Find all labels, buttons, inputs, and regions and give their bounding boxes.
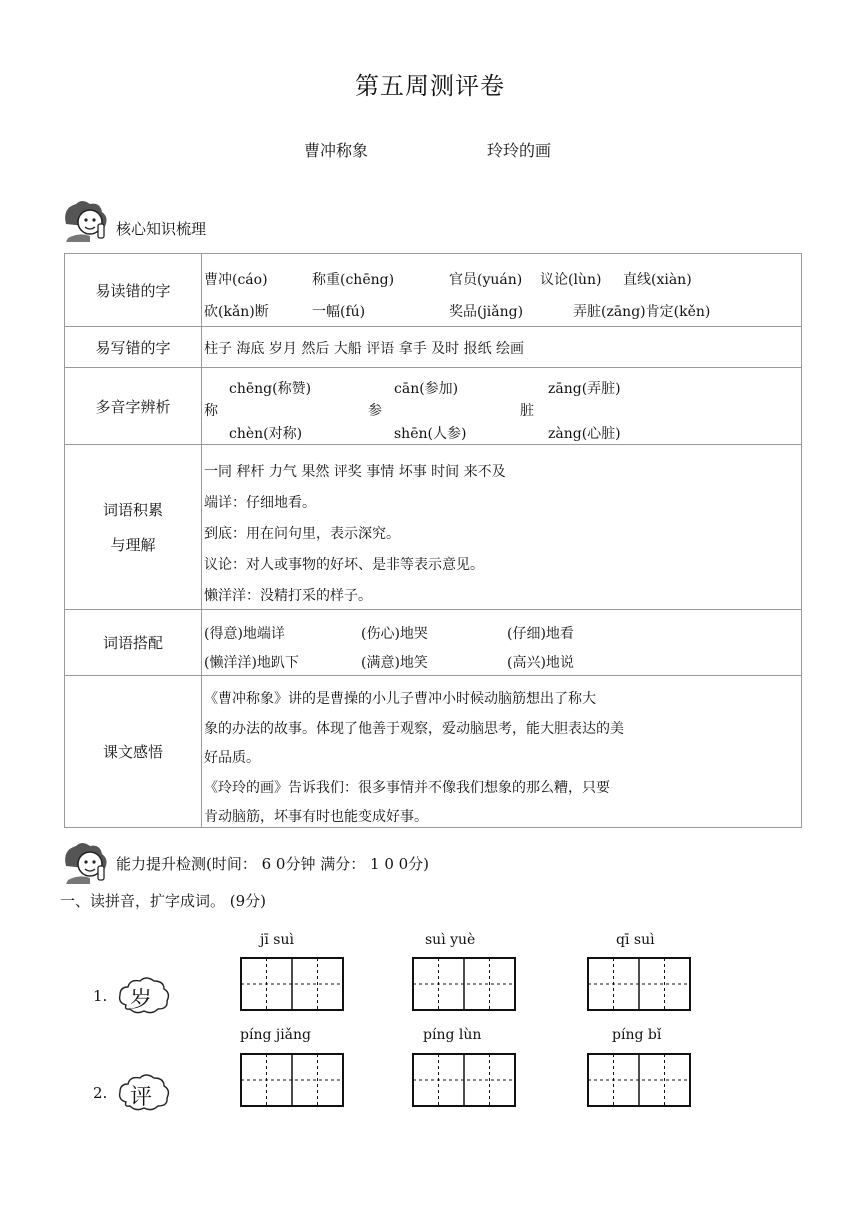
cell-text: 曹冲(cáo) bbox=[204, 272, 268, 288]
row-header: 词语搭配 bbox=[65, 610, 202, 676]
question-1-title: 一、读拼音，扩字成词。 (9分) bbox=[60, 892, 267, 910]
table-row bbox=[65, 445, 802, 610]
table-row bbox=[65, 327, 802, 368]
cell-text: 柱子 海底 岁月 然后 大船 评语 拿手 及时 报纸 绘画 bbox=[204, 341, 525, 357]
item-number: 2. bbox=[93, 1084, 108, 1102]
cell-text: 议论：对人或事物的好坏、是非等表示意见。 bbox=[204, 557, 484, 573]
row-header: 课文感悟 bbox=[65, 676, 202, 828]
pinyin-label: qī suì bbox=[616, 932, 655, 948]
cell-text: 《曹冲称象》讲的是曹操的小儿子曹冲小时候动脑筋想出了称大 bbox=[204, 691, 596, 707]
row-header-line: 与理解 bbox=[110, 536, 156, 554]
table-row bbox=[65, 254, 802, 327]
pinyin-label: píng jiǎng bbox=[240, 1027, 312, 1043]
cell-text: 到底：用在问句里，表示深究。 bbox=[204, 526, 400, 542]
cell-text: (懒洋洋)地趴下 bbox=[204, 655, 299, 671]
pinyin-label: píng lùn bbox=[423, 1027, 482, 1043]
cell-text: 议论(lùn) bbox=[540, 272, 602, 288]
writing-grid[interactable] bbox=[412, 1053, 516, 1107]
cell-text: 奖品(jiǎng) bbox=[449, 304, 524, 320]
polyphone-reading: zāng(弄脏) bbox=[548, 381, 621, 397]
polyphone-char: 脏 bbox=[520, 403, 534, 419]
cell-text: 肯动脑筋，坏事有时也能变成好事。 bbox=[204, 809, 428, 825]
pinyin-label: píng bǐ bbox=[612, 1027, 662, 1043]
cell-text: 懒洋洋：没精打采的样子。 bbox=[204, 588, 372, 604]
pinyin-label: jī suì bbox=[260, 932, 294, 948]
row-header-line: 词语积累 bbox=[102, 501, 163, 519]
page-title: 第五周测评卷 bbox=[355, 72, 505, 100]
mascot-icon bbox=[60, 840, 112, 884]
cloud-char: 评 bbox=[130, 1085, 153, 1110]
polyphone-reading: shēn(人参) bbox=[394, 426, 467, 442]
polyphone-reading: cān(参加) bbox=[394, 381, 459, 397]
cell-text: (得意)地端详 bbox=[204, 626, 285, 642]
section-test-title: 能力提升检测(时间： 6 0分钟 满分： 1 0 0分) bbox=[116, 855, 430, 873]
table-row bbox=[65, 368, 802, 445]
cloud-char: 岁 bbox=[130, 988, 153, 1013]
cell-text: 一同 秤杆 力气 果然 评奖 事情 坏事 时间 来不及 bbox=[204, 464, 506, 480]
knowledge-table bbox=[64, 253, 802, 828]
cell-text: 直线(xiàn) bbox=[623, 272, 692, 288]
cell-text: 一幅(fú) bbox=[312, 304, 366, 320]
row-header: 易写错的字 bbox=[65, 327, 202, 368]
section-knowledge-title: 核心知识梳理 bbox=[116, 220, 207, 238]
cell-text: 象的办法的故事。体现了他善于观察，爱动脑思考，能大胆表达的美 bbox=[204, 721, 624, 737]
cell-text: (高兴)地说 bbox=[507, 655, 574, 671]
mascot-icon bbox=[60, 198, 112, 242]
cell-text: 官员(yuán) bbox=[449, 272, 523, 288]
row-header: 多音字辨析 bbox=[65, 368, 202, 445]
writing-grid[interactable] bbox=[240, 1053, 344, 1107]
lesson-title-1: 曹冲称象 bbox=[304, 141, 369, 160]
row-header bbox=[65, 445, 202, 610]
polyphone-reading: chēng(称赞) bbox=[229, 381, 312, 397]
row-header: 易读错的字 bbox=[65, 254, 202, 327]
table-row bbox=[65, 676, 802, 828]
cell-text: 砍(kǎn)断 bbox=[204, 304, 269, 320]
cell-text: (伤心)地哭 bbox=[361, 626, 428, 642]
cell-text: (满意)地笑 bbox=[361, 655, 428, 671]
table-row bbox=[65, 610, 802, 676]
writing-grid[interactable] bbox=[587, 957, 691, 1011]
writing-grid[interactable] bbox=[240, 957, 344, 1011]
lesson-title-2: 玲玲的画 bbox=[487, 141, 552, 160]
polyphone-reading: zàng(心脏) bbox=[548, 426, 621, 442]
pinyin-label: suì yuè bbox=[425, 932, 476, 948]
cell-text: 称重(chēng) bbox=[312, 272, 395, 288]
polyphone-char: 参 bbox=[368, 403, 382, 419]
polyphone-char: 称 bbox=[204, 403, 218, 419]
cell-text: 弄脏(zāng)肯定(kěn) bbox=[573, 304, 711, 320]
writing-grid[interactable] bbox=[587, 1053, 691, 1107]
cell-text: (仔细)地看 bbox=[507, 626, 574, 642]
item-number: 1. bbox=[93, 987, 108, 1005]
polyphone-reading: chèn(对称) bbox=[229, 426, 303, 442]
cell-text: 《玲玲的画》告诉我们：很多事情并不像我们想象的那么糟，只要 bbox=[204, 780, 610, 796]
writing-grid[interactable] bbox=[412, 957, 516, 1011]
cell-text: 好品质。 bbox=[204, 750, 260, 766]
cell-text: 端详：仔细地看。 bbox=[204, 495, 316, 511]
